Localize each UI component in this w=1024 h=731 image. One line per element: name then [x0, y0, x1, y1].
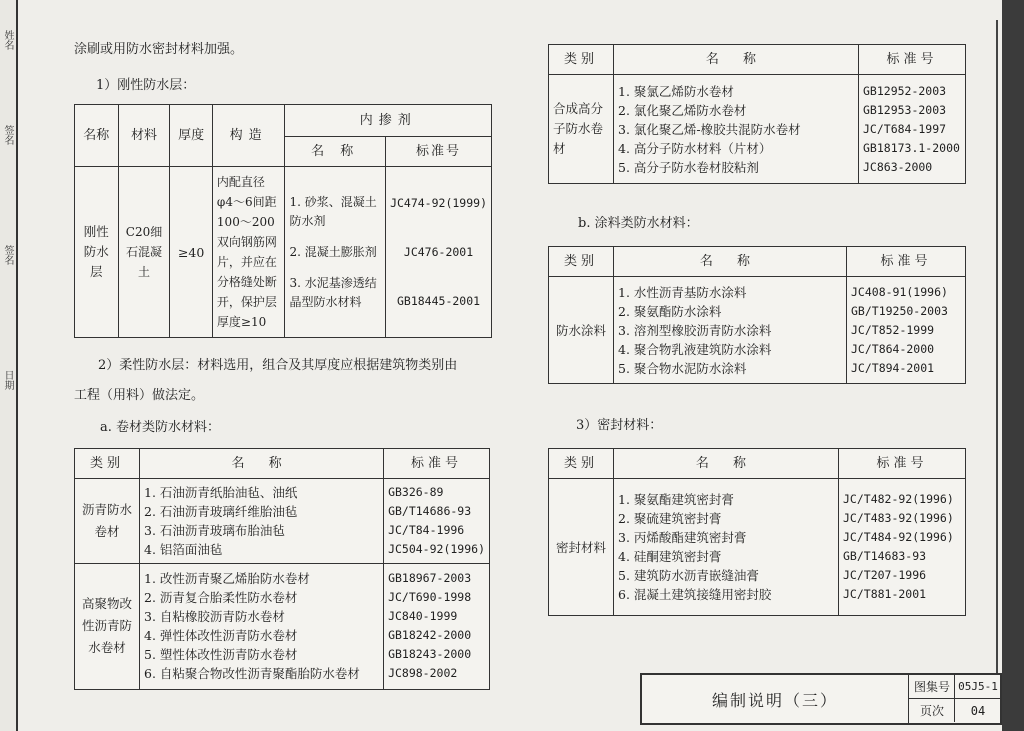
list-item: 1. 聚氨酯建筑密封膏	[618, 492, 734, 507]
rigid-row-structure: 内配直径φ4～6间距100～200双向钢筋网片，并应在分格缝处断开，保护层厚度≥10	[212, 167, 285, 338]
gutter-mark: 签名	[2, 125, 13, 145]
header-admixture: 内掺剂	[285, 105, 492, 137]
sheet-materials-heading: a. 卷材类防水材料：	[100, 420, 221, 435]
header-standard: 标准号	[847, 247, 966, 277]
rigid-item: 2. 混凝土膨胀剂	[289, 244, 377, 259]
list-item: 3. 氯化聚乙烯-橡胶共混防水卷材	[618, 121, 801, 137]
header-name: 名 称	[614, 247, 847, 277]
standard-code: JC/T684-1997	[863, 121, 947, 136]
flexible-heading-line2: 工程（用料）做法定。	[74, 388, 205, 403]
header-sub-name: 名 称	[285, 137, 386, 167]
list-item: 5. 聚合物水泥防水涂料	[618, 360, 747, 376]
sheet-title: 编制说明（三）	[642, 675, 909, 723]
standard-code: JC/T894-2001	[851, 360, 935, 375]
rigid-row-thickness: ≥40	[170, 167, 213, 338]
standard-code: GB18173.1-2000	[863, 140, 960, 155]
table-row	[549, 479, 966, 616]
rigid-item: 1. 砂浆、混凝土防水剂	[289, 194, 377, 228]
standard-code: GB18243-2000	[388, 647, 472, 662]
standard-code: JC/T881-2001	[843, 587, 927, 601]
header-structure: 构造	[212, 105, 285, 167]
list-item: 2. 氯化聚乙烯防水卷材	[618, 102, 747, 118]
binding-line	[996, 20, 998, 710]
header-category: 类别	[549, 247, 614, 277]
gutter-mark: 签名	[2, 245, 13, 265]
standard-code: JC863-2000	[863, 159, 933, 174]
sealing-heading: 3）密封材料：	[576, 418, 663, 433]
gutter-mark: 日期	[2, 370, 13, 390]
header-thickness: 厚度	[170, 105, 213, 167]
rigid-standard: JC474-92(1999)	[390, 195, 487, 210]
header-name: 名 称	[614, 45, 859, 75]
list-item: 4. 聚合物乳液建筑防水涂料	[618, 341, 772, 357]
atlas-number-label: 图集号	[908, 675, 955, 699]
list-item: 3. 丙烯酸酯建筑密封膏	[618, 530, 747, 545]
flexible-heading-line1: 2）柔性防水层：材料选用，组合及其厚度应根据建筑物类别由	[98, 358, 458, 373]
rigid-standard: JC476-2001	[403, 244, 474, 259]
sealing-table	[548, 448, 966, 616]
rigid-row-name: 刚性防水层	[75, 167, 119, 338]
list-item: 3. 溶剂型橡胶沥青防水涂料	[618, 322, 772, 338]
category-synthetic: 合成高分子防水卷材	[549, 75, 614, 184]
standard-code: GB18967-2003	[388, 571, 472, 586]
header-standard: 标准号	[859, 45, 966, 75]
list-item: 4. 弹性体改性沥青防水卷材	[144, 628, 298, 644]
header-standard: 标准号	[384, 449, 490, 479]
table-row	[549, 75, 966, 184]
list-item: 6. 自粘聚合物改性沥青聚酯胎防水卷材	[144, 666, 360, 682]
rigid-item: 3. 水泥基渗透结晶型防水材料	[289, 275, 377, 309]
header-standard: 标准号	[839, 449, 966, 479]
list-item: 1. 改性沥青聚乙烯胎防水卷材	[144, 571, 310, 587]
list-item: 3. 自粘橡胶沥青防水卷材	[144, 609, 285, 625]
standard-code: GB/T14683-93	[843, 549, 927, 563]
synthetic-sheet-table	[548, 44, 966, 184]
header-category: 类别	[549, 449, 614, 479]
standard-code: JC/T84-1996	[388, 522, 465, 537]
list-item: 6. 混凝土建筑接缝用密封胶	[618, 587, 772, 602]
list-item: 4. 高分子防水材料（片材）	[618, 140, 772, 156]
intro-text: 涂刷或用防水密封材料加强。	[74, 42, 244, 57]
list-item: 5. 塑性体改性沥青防水卷材	[144, 647, 298, 663]
list-item: 3. 石油沥青玻璃布胎油毡	[144, 522, 285, 538]
category-polymer-modified: 高聚物改性沥青防水卷材	[75, 563, 140, 689]
category-coating: 防水涂料	[549, 277, 614, 384]
standard-code: GB/T19250-2003	[851, 303, 948, 318]
table-row	[549, 277, 966, 384]
list-item: 5. 高分子防水卷材胶粘剂	[618, 159, 759, 175]
page-number-value: 04	[954, 699, 1001, 722]
table-row	[75, 563, 490, 689]
standard-code: JC504-92(1996)	[388, 541, 485, 556]
standard-code: GB326-89	[388, 484, 444, 499]
coating-heading: b. 涂料类防水材料：	[578, 216, 699, 231]
rigid-heading: 1）刚性防水层：	[96, 78, 196, 93]
gutter-mark: 姓名	[2, 30, 13, 50]
list-item: 2. 聚硫建筑密封膏	[618, 511, 722, 526]
header-name: 名 称	[614, 449, 839, 479]
rigid-standard: GB18445-2001	[396, 293, 481, 308]
header-standard: 标准号	[386, 137, 492, 167]
coating-table	[548, 246, 966, 384]
list-item: 5. 建筑防水沥青嵌缝油膏	[618, 568, 759, 583]
standard-code: JC/T864-2000	[851, 341, 935, 356]
list-item: 1. 聚氯乙烯防水卷材	[618, 83, 734, 99]
standard-code: GB18242-2000	[388, 628, 472, 643]
rigid-row-material: C20细石混凝土	[118, 167, 170, 338]
standard-code: JC/T482-92(1996)	[843, 492, 954, 506]
standard-code: GB12953-2003	[863, 102, 947, 117]
standard-code: JC/T852-1999	[851, 322, 935, 337]
sheet-materials-table	[74, 448, 490, 690]
atlas-number-value: 05J5-1	[954, 675, 1001, 699]
standard-code: JC/T690-1998	[388, 590, 472, 605]
standard-code: JC/T484-92(1996)	[843, 530, 954, 544]
rigid-layer-table	[74, 104, 492, 338]
list-item: 1. 石油沥青纸胎油毡、油纸	[144, 484, 298, 500]
standard-code: GB12952-2003	[863, 83, 947, 98]
category-asphalt: 沥青防水卷材	[75, 479, 140, 564]
header-category: 类别	[549, 45, 614, 75]
standard-code: GB/T14686-93	[388, 503, 472, 518]
binding-gutter	[0, 0, 18, 731]
standard-code: JC408-91(1996)	[851, 284, 948, 299]
list-item: 4. 硅酮建筑密封膏	[618, 549, 722, 564]
standard-code: JC898-2002	[388, 666, 458, 681]
list-item: 4. 铝箔面油毡	[144, 541, 223, 557]
title-block	[640, 673, 1002, 725]
list-item: 2. 沥青复合胎柔性防水卷材	[144, 590, 298, 606]
header-name: 名 称	[140, 449, 384, 479]
list-item: 1. 水性沥青基防水涂料	[618, 284, 747, 300]
header-name: 名称	[75, 105, 119, 167]
header-category: 类别	[75, 449, 140, 479]
list-item: 2. 石油沥青玻璃纤维胎油毡	[144, 503, 298, 519]
category-sealing: 密封材料	[549, 479, 614, 616]
standard-code: JC/T207-1996	[843, 568, 927, 582]
header-material: 材料	[118, 105, 170, 167]
page-edge-shadow	[1002, 0, 1024, 731]
standard-code: JC/T483-92(1996)	[843, 511, 954, 525]
list-item: 2. 聚氨酯防水涂料	[618, 303, 722, 319]
page-number-label: 页次	[908, 699, 955, 722]
standard-code: JC840-1999	[388, 609, 458, 624]
table-row	[75, 479, 490, 564]
